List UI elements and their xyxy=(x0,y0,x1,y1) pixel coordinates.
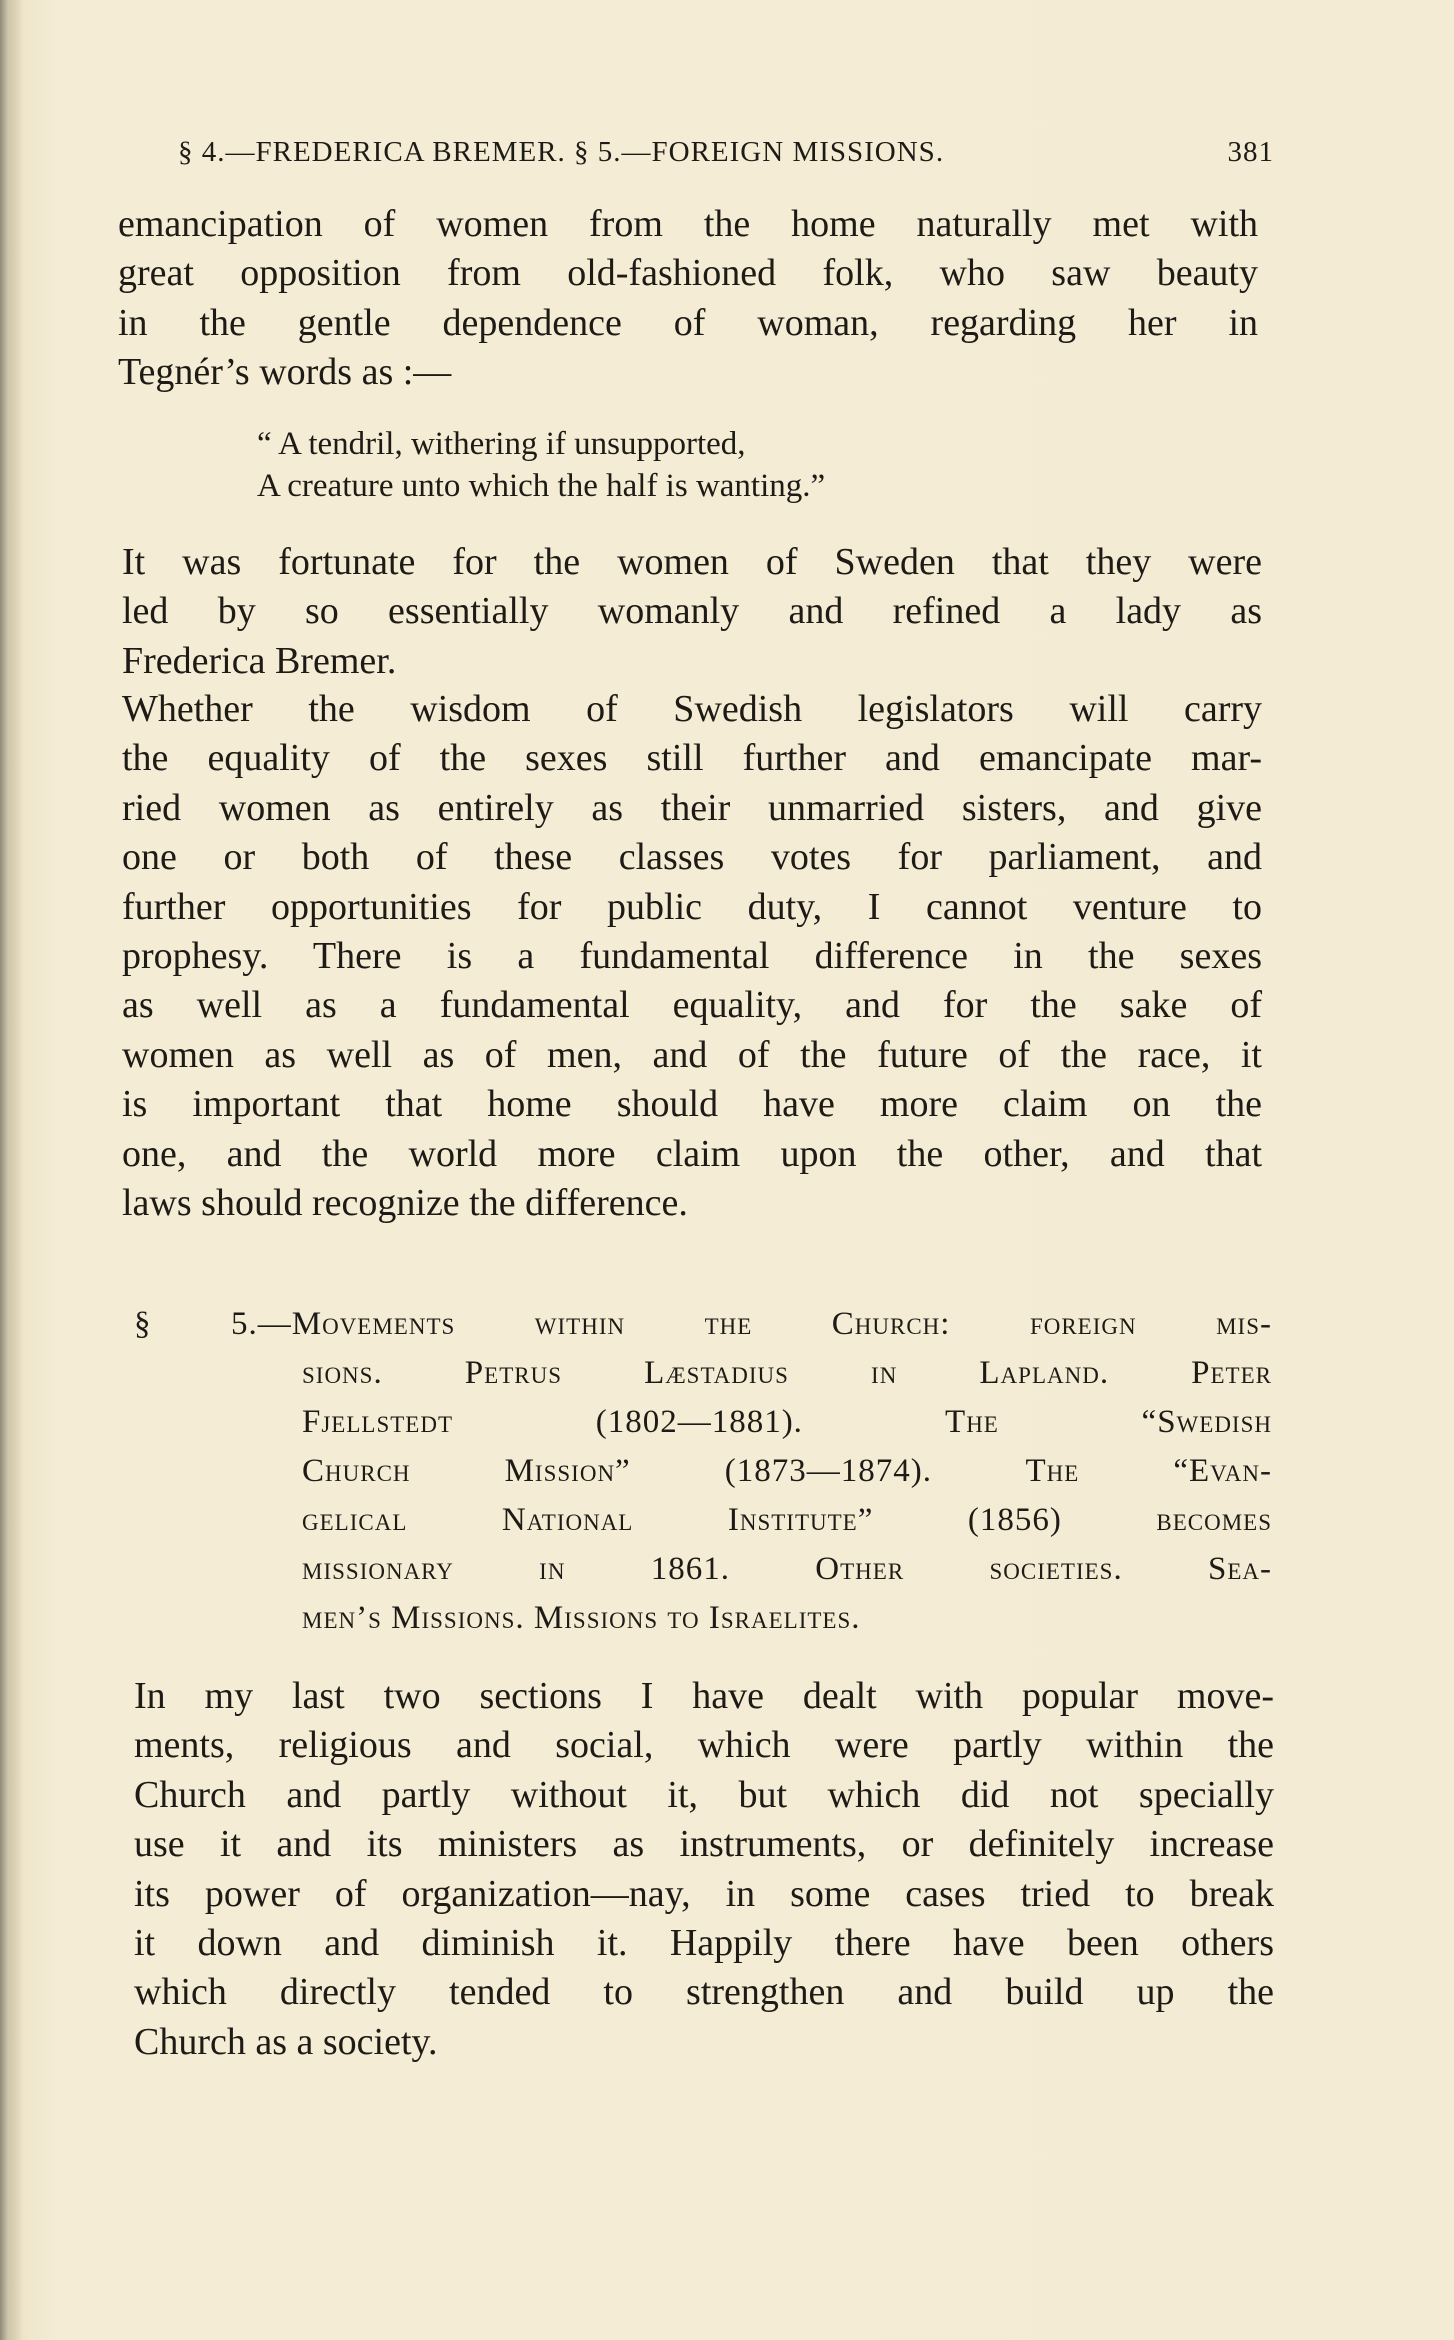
text-line: emancipation of women from the home naturally met with xyxy=(118,203,1258,245)
heading-line: sions. Petrus Læstadius in Lapland. Peter xyxy=(302,1355,1272,1391)
section-heading xyxy=(134,1300,1272,1643)
text-line: it down and diminish it. Happily there have been others xyxy=(134,1921,1274,1964)
text-line: which directly tended to strengthen and build up the xyxy=(134,1971,1274,2014)
heading-line: Fjellstedt (1802—1881). The “Swedish xyxy=(302,1404,1272,1440)
binding-gutter xyxy=(0,0,22,2340)
text-line: is important that home should have more claim on the xyxy=(122,1083,1262,1126)
text-line: It was fortunate for the women of Sweden that they were xyxy=(122,541,1262,583)
verse-line: “ A tendril, withering if unsupported, xyxy=(257,426,746,462)
text-line: use it and its ministers as instruments, or definitely increase xyxy=(134,1823,1274,1866)
text-line: one or both of these classes votes for parliament, and xyxy=(122,836,1262,879)
text-line: Frederica Bremer. xyxy=(122,639,397,682)
page-number: 381 xyxy=(1227,136,1274,168)
text-line: Tegnér’s words as :— xyxy=(118,351,452,394)
text-line: Church as a society. xyxy=(134,2020,438,2063)
text-line: laws should recognize the difference. xyxy=(122,1181,688,1224)
heading-line: § 5.—Movements within the Church: foreign mis- xyxy=(134,1306,1272,1342)
text-line: In my last two sections I have dealt with popular move- xyxy=(134,1675,1274,1717)
text-line: ried women as entirely as their unmarried sisters, and give xyxy=(122,786,1262,829)
heading-line: missionary in 1861. Other societies. Sea- xyxy=(302,1551,1272,1587)
verse-line: A creature unto which the half is wanting.” xyxy=(257,468,826,504)
text-line: further opportunities for public duty, I cannot venture to xyxy=(122,885,1262,928)
text-line: led by so essentially womanly and refined a lady as xyxy=(122,590,1262,633)
text-line: great opposition from old-fashioned folk, who saw beauty xyxy=(118,252,1258,295)
heading-line: gelical National Institute” (1856) becomes xyxy=(302,1502,1272,1538)
heading-line: Church Mission” (1873—1874). The “Evan- xyxy=(302,1453,1272,1489)
text-line: as well as a fundamental equality, and for the sake of xyxy=(122,984,1262,1027)
text-line: one, and the world more claim upon the other, and that xyxy=(122,1132,1262,1175)
text-line: ments, religious and social, which were partly within the xyxy=(134,1724,1274,1767)
text-line: women as well as of men, and of the future of the race, it xyxy=(122,1033,1262,1076)
paragraph-fortunate xyxy=(122,538,1262,686)
text-line: its power of organization—nay, in some cases tried to break xyxy=(134,1872,1274,1915)
paragraph-emancipation xyxy=(118,200,1258,398)
text-line: the equality of the sexes still further and emancipate mar- xyxy=(122,737,1262,780)
heading-line: men’s Missions. Missions to Israelites. xyxy=(302,1600,861,1636)
verse-quotation xyxy=(257,423,1157,507)
text-line: Whether the wisdom of Swedish legislators will carry xyxy=(122,688,1262,730)
paragraph-last-two-sections xyxy=(134,1672,1274,2067)
running-header xyxy=(178,132,1274,182)
text-line: Church and partly without it, but which did not specially xyxy=(134,1773,1274,1816)
running-header-title: § 4.—FREDERICA BREMER. § 5.—FOREIGN MISSIONS. xyxy=(178,136,945,168)
text-line: prophesy. There is a fundamental difference in the sexes xyxy=(122,934,1262,977)
text-line: in the gentle dependence of woman, regarding her in xyxy=(118,301,1258,344)
paragraph-equality xyxy=(122,685,1262,1228)
